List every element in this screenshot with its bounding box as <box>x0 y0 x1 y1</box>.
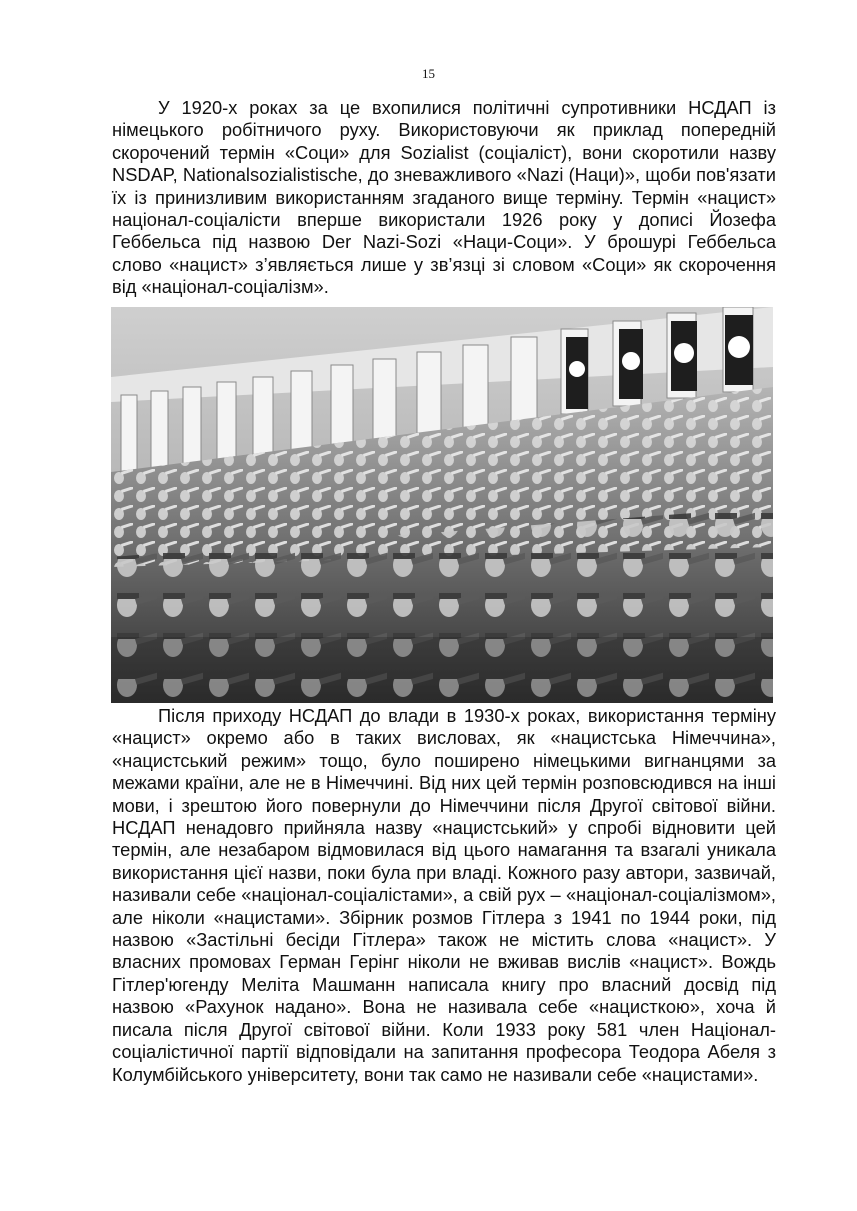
paragraph-1: У 1920-х роках за це вхопилися політичні супротивники НСДАП із німецького робітничого руху. Використовуючи як приклад попередній скорочений термін «Соци» для Sozialist (соціаліст), вони скоротили назву NSDAP, Nationalsozialistische, до зневажливого «Nazi (Наци)», щоби пов'язати їх із принизливим використанням згаданого вище терміну. Термін «нацист» націонал-соціалісти вперше використали 1926 року у дописі Йозефа Геббельса під назвою Der Nazi-Sozi «Наци-Соци». У брошурі Геббельса слово «нацист» з’являється лише у зв’язці зі словом «Соци» як скорочення від «націонал-соціалізм». <box>112 97 776 298</box>
page-number: 15 <box>422 66 435 81</box>
paragraph-2: Після приходу НСДАП до влади в 1930-х роках, використання терміну «нацист» окремо або в таких висловах, як «нацистська Німеччина», «нацистський режим» тощо, було поширено німецькими вигнанцями за межами країни, але не в Німеччині. Від них цей термін розповсюдився на інші мови, і зрештою його повернули до Німеччини після Другої світової війни. НСДАП ненадовго прийняла назву «нацистський» у спробі відновити цей термін, але незабаром відмовилася від цього намагання та взагалі уникала використання цієї назви, поки була при владі. Кожного разу автори, зазвичай, називали себе «націонал-соціалістами», а свій рух – «націонал-соціалізмом», але ніколи «нацистами». Збірник розмов Гітлера з 1941 по 1944 роки, під назвою «Застільні бесіди Гітлера» також не містить слова «нацист». У власних промовах Герман Герінг ніколи не вживав вислів «нацист». Вождь Гітлер'югенду Меліта Машманн написала книгу про власний досвід під назвою «Рахунок надано». Вона не називала себе «нацисткою», хоча й писала після Другої світової війни. Коли 1933 року 581 член Націонал-соціалістичної партії відповідали на запитання професора Теодора Абеля з Колумбійського університету, вони так само не називали себе «нацистами». <box>112 705 776 1085</box>
crowd-photo <box>111 307 773 703</box>
crowd-photo-illustration <box>111 307 773 703</box>
